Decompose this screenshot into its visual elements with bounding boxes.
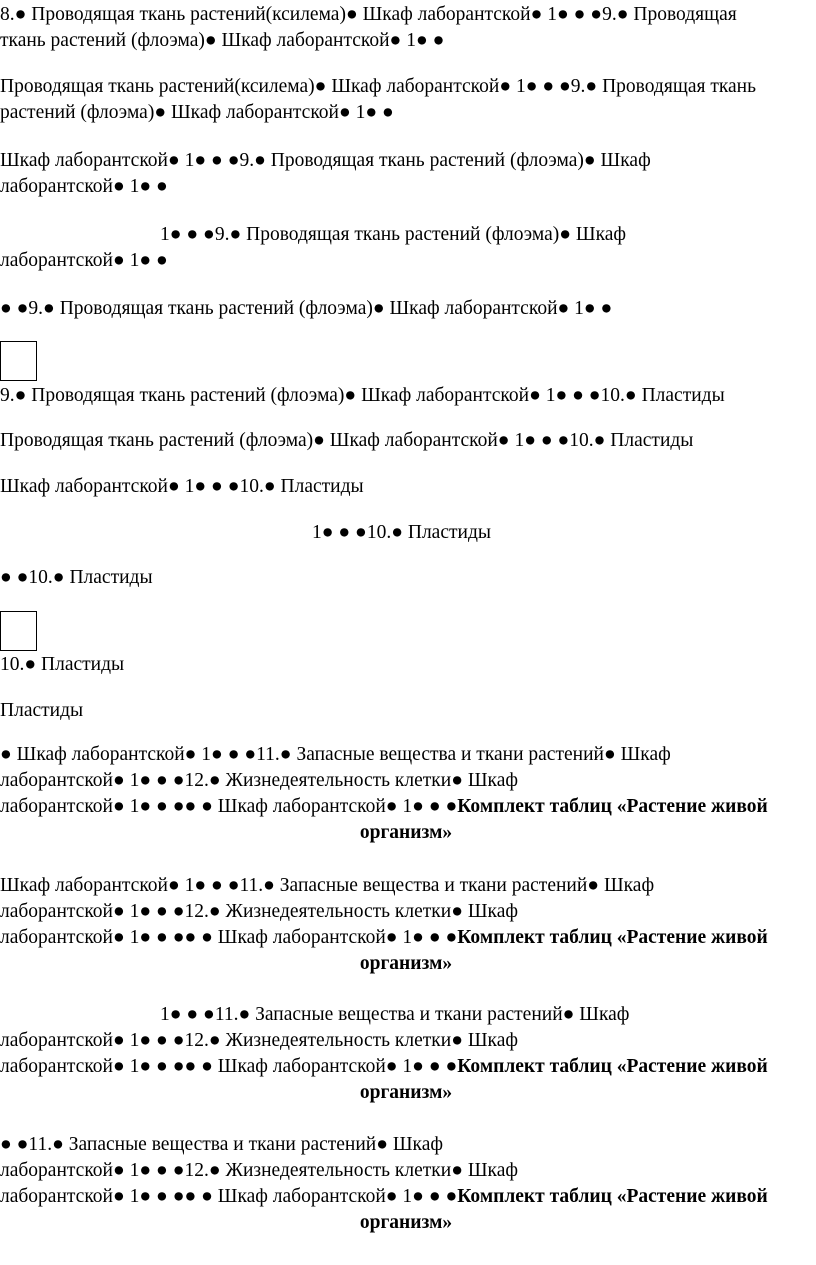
text-block-16 — [0, 1132, 812, 1236]
bold-title-fragment: Комплект таблиц «Растение живой — [457, 796, 768, 817]
text-line: 9.● Проводящая ткань растений (флоэма)● Шкаф лаборантской● 1● ● ●10.● Пластиды — [0, 385, 725, 406]
text-block-2 — [0, 74, 812, 126]
bold-title-fragment: Комплект таблиц «Растение живой — [457, 927, 768, 948]
text-line: ● ●11.● Запасные вещества и ткани растений● Шкаф — [0, 1134, 444, 1155]
text-line: 1● ● ●10.● Пластиды — [312, 522, 491, 543]
text-fragment: лаборантской● 1● ● ●● ● Шкаф лаборантской● 1● ● ● — [0, 927, 458, 948]
text-line: ● ●9.● Проводящая ткань растений (флоэма)● Шкаф лаборантской● 1● ● — [0, 298, 613, 319]
text-line — [0, 1054, 812, 1080]
bold-title-line: организм» — [359, 1082, 453, 1103]
text-line — [0, 794, 812, 820]
text-line: лаборантской● 1● ● ●12.● Жизнедеятельность клетки● Шкаф — [0, 1160, 518, 1181]
text-line: лаборантской● 1● ● — [0, 176, 168, 197]
text-line: Проводящая ткань растений(ксилема)● Шкаф лаборантской● 1● ● ●9.● Проводящая ткань — [0, 76, 757, 97]
text-line: лаборантской● 1● ● — [0, 250, 168, 271]
text-block-14 — [0, 873, 812, 977]
text-line: Шкаф лаборантской● 1● ● ●9.● Проводящая ткань растений (флоэма)● Шкаф — [0, 150, 651, 171]
bold-title-line: организм» — [359, 822, 453, 843]
text-fragment: лаборантской● 1● ● ●● ● Шкаф лаборантской● 1● ● ● — [0, 796, 458, 817]
text-line: растений (флоэма)● Шкаф лаборантской● 1● ● — [0, 102, 394, 123]
text-block-9 — [0, 520, 812, 546]
text-block-1 — [0, 2, 812, 54]
text-block-4 — [0, 222, 812, 274]
text-block-13 — [0, 742, 812, 846]
text-line: Проводящая ткань растений (флоэма)● Шкаф лаборантской● 1● ● ●10.● Пластиды — [0, 430, 694, 451]
text-block-15 — [0, 1002, 812, 1106]
text-block-7 — [0, 428, 812, 454]
text-line: 1● ● ●9.● Проводящая ткань растений (флоэма)● Шкаф — [160, 224, 627, 245]
text-line: лаборантской● 1● ● ●12.● Жизнедеятельность клетки● Шкаф — [0, 770, 518, 791]
text-line — [0, 925, 812, 951]
text-block-8 — [0, 474, 812, 500]
text-line: ● ●10.● Пластиды — [0, 567, 153, 588]
text-line: 8.● Проводящая ткань растений(ксилема)● Шкаф лаборантской● 1● ● ●9.● Проводящая — [0, 4, 737, 25]
text-line: ткань растений (флоэма)● Шкаф лаборантской● 1● ● — [0, 30, 445, 51]
text-line: лаборантской● 1● ● ●12.● Жизнедеятельность клетки● Шкаф — [0, 1030, 518, 1051]
text-line: 10.● Пластиды — [0, 654, 125, 675]
text-fragment: лаборантской● 1● ● ●● ● Шкаф лаборантской● 1● ● ● — [0, 1056, 458, 1077]
bold-title-line: организм» — [359, 953, 453, 974]
text-line: ● Шкаф лаборантской● 1● ● ●11.● Запасные вещества и ткани растений● Шкаф — [0, 744, 671, 765]
text-block-10 — [0, 565, 812, 591]
text-block-5 — [0, 296, 812, 322]
empty-checkbox[interactable] — [0, 341, 37, 381]
text-line: лаборантской● 1● ● ●12.● Жизнедеятельность клетки● Шкаф — [0, 901, 518, 922]
text-line — [0, 1184, 812, 1210]
bold-title-line: организм» — [359, 1212, 453, 1233]
text-block-3 — [0, 148, 812, 200]
text-block-11 — [0, 652, 812, 678]
empty-checkbox[interactable] — [0, 611, 37, 651]
text-line: Шкаф лаборантской● 1● ● ●11.● Запасные вещества и ткани растений● Шкаф — [0, 875, 655, 896]
text-line: 1● ● ●11.● Запасные вещества и ткани растений● Шкаф — [160, 1004, 630, 1025]
bold-title-fragment: Комплект таблиц «Растение живой — [457, 1186, 768, 1207]
bold-title-fragment: Комплект таблиц «Растение живой — [457, 1056, 768, 1077]
text-block-6 — [0, 383, 812, 409]
text-line: Пластиды — [0, 700, 84, 721]
text-line: Шкаф лаборантской● 1● ● ●10.● Пластиды — [0, 476, 364, 497]
text-fragment: лаборантской● 1● ● ●● ● Шкаф лаборантской● 1● ● ● — [0, 1186, 458, 1207]
text-block-12 — [0, 698, 812, 724]
